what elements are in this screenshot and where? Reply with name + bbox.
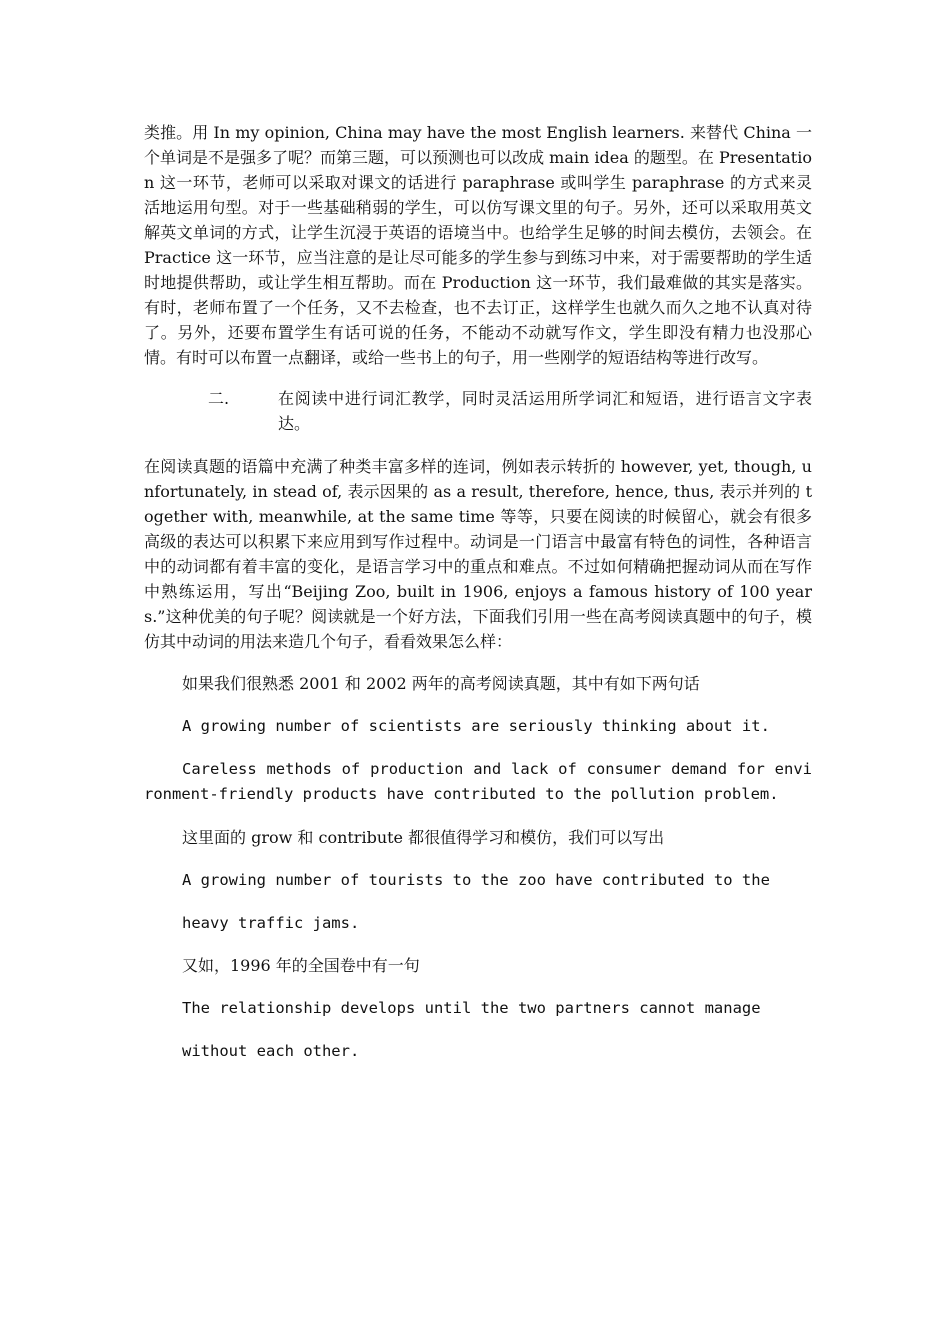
document-page <box>144 120 812 1064</box>
example-sentence-2: Careless methods of production and lack of consumer demand for environment-friendly products have contributed to the pollution problem. <box>144 760 812 803</box>
section-number: 二. <box>208 389 230 408</box>
example-sentence-3-line-1: The relationship develops until the two partners cannot manage <box>182 999 761 1017</box>
paragraph-task-based-teaching: 类推。用 In my opinion, China may have the most English learners. 来替代 China 一个单词是不是强多了呢？而第三题，可以预测也可以改成 main idea 的题型。在 Presentation 这一环节，老师可以采取对课文的话进行 paraphrase 或叫学生 paraphrase 的方式来灵活地运用句型。对于一些基础稍弱的学生，可以仿写课文里的句子。另外，还可以采取用英文解英文单词的方式，让学生沉浸于英语的语境当中。也给学生足够的时间去模仿，去领会。在 Practice 这一环节，应当注意的是让尽可能多的学生参与到练习中来，对于需要帮助的学生适时地提供帮助，或让学生相互帮助。而在 Production 这一环节，我们最难做的其实是落实。有时，老师布置了一个任务，又不去检查，也不去订正，这样学生也就久而久之地不认真对待了。另外，还要布置学生有话可说的任务，不能动不动就写作文，学生即没有精力也没那心情。有时可以布置一点翻译，或给一些书上的句子，用一些刚学的短语结构等进行改写。 <box>144 123 812 367</box>
imitation-sentence-line-2: heavy traffic jams. <box>182 914 360 932</box>
example-sentence-3-line-2: without each other. <box>182 1042 360 1060</box>
paragraph-1996-intro: 又如，1996 年的全国卷中有一句 <box>182 956 420 975</box>
example-sentence-1: A growing number of scientists are seriously thinking about it. <box>182 717 770 735</box>
section-title: 在阅读中进行词汇教学，同时灵活运用所学词汇和短语，进行语言文字表达。 <box>278 389 812 433</box>
paragraph-conjunctions: 在阅读真题的语篇中充满了种类丰富多样的连词，例如表示转折的 however, yet, though, unfortunately, in stead of, 表示因果的 as a result, therefore, hence, thus, 表示并列的 together with, meanwhile, at the same time 等等，只要在阅读的时候留心，就会有很多高级的表达可以积累下来应用到写作过程中。动词是一门语言中最富有特色的词性，各种语言中的动词都有着丰富的变化，是语言学习中的重点和难点。不过如何精确把握动词从而在写作中熟练运用，写出“Beijing Zoo, built in 1906, enjoys a famous history of 100 years.”这种优美的句子呢？阅读就是一个好方法，下面我们引用一些在高考阅读真题中的句子，模仿其中动词的用法来造几个句子，看看效果怎么样： <box>144 457 812 651</box>
paragraph-imitation-intro: 这里面的 grow 和 contribute 都很值得学习和模仿，我们可以写出 <box>182 828 665 847</box>
section-heading <box>144 386 812 436</box>
paragraph-exam-intro: 如果我们很熟悉 2001 和 2002 两年的高考阅读真题，其中有如下两句话 <box>182 674 700 693</box>
imitation-sentence-line-1: A growing number of tourists to the zoo have contributed to the <box>182 871 770 889</box>
